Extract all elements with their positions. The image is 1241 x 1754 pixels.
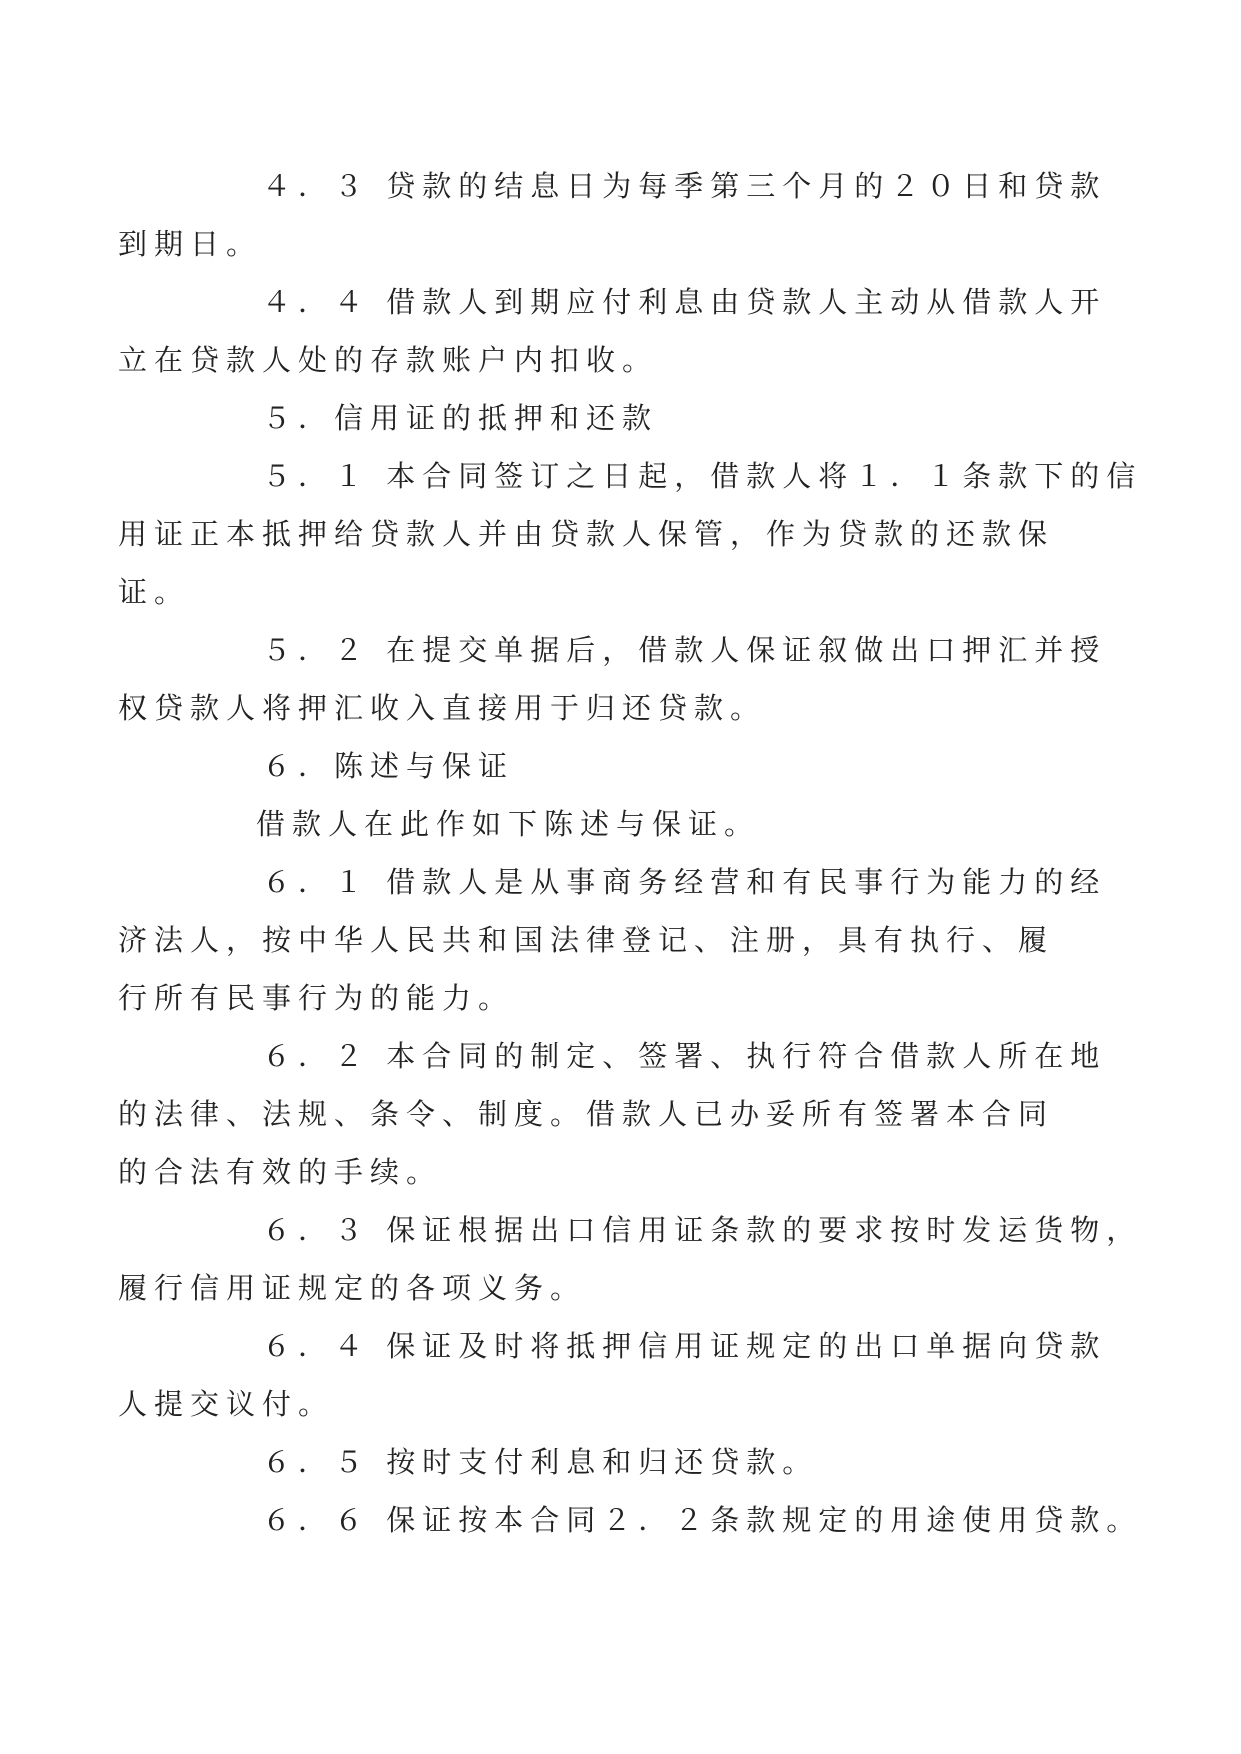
clause-4-4 — [118, 273, 1107, 389]
document-body — [118, 157, 1143, 1549]
text-line: ５．信用证的抵押和还款 — [262, 401, 659, 435]
section-6-intro — [190, 795, 1090, 853]
text-line: 履行信用证规定的各项义务。 — [118, 1271, 587, 1305]
text-line: ６．２ 本合同的制定、签署、执行符合借款人所在地 — [262, 1039, 1107, 1073]
text-line: ６．１ 借款人是从事商务经营和有民事行为能力的经 — [262, 865, 1107, 899]
clause-5-2 — [118, 621, 1107, 737]
clause-6-4 — [118, 1317, 1107, 1433]
text-line: 的合法有效的手续。 — [118, 1155, 443, 1189]
text-line: 人提交议付。 — [118, 1387, 335, 1421]
text-line: ４．３ 贷款的结息日为每季第三个月的２０日和贷款 — [262, 169, 1107, 203]
clause-6-3 — [118, 1201, 1143, 1317]
text-line: 济法人，按中华人民共和国法律登记、注册，具有执行、履 — [118, 923, 1055, 957]
text-line: 证。 — [118, 575, 191, 609]
text-line: 权贷款人将押汇收入直接用于归还贷款。 — [118, 691, 767, 725]
section-5-heading — [190, 389, 1090, 447]
section-6-heading — [190, 737, 1090, 795]
text-line: 行所有民事行为的能力。 — [118, 981, 515, 1015]
clause-6-6 — [190, 1491, 1143, 1549]
text-line: ５．１ 本合同签订之日起，借款人将１．１条款下的信 — [262, 459, 1143, 493]
clause-6-2 — [118, 1027, 1107, 1201]
clause-4-3 — [118, 157, 1107, 273]
text-line: ４．４ 借款人到期应付利息由贷款人主动从借款人开 — [262, 285, 1107, 319]
text-line: ６．４ 保证及时将抵押信用证规定的出口单据向贷款 — [262, 1329, 1107, 1363]
clause-6-1 — [118, 853, 1107, 1027]
text-line: ６．３ 保证根据出口信用证条款的要求按时发运货物， — [262, 1213, 1143, 1247]
text-line: 借款人在此作如下陈述与保证。 — [256, 807, 761, 841]
text-line: 用证正本抵押给贷款人并由贷款人保管，作为贷款的还款保 — [118, 517, 1055, 551]
text-line: ６．陈述与保证 — [262, 749, 515, 783]
clause-5-1 — [118, 447, 1143, 621]
text-line: ６．６ 保证按本合同２．２条款规定的用途使用贷款。 — [262, 1503, 1143, 1537]
text-line: 立在贷款人处的存款账户内扣收。 — [118, 343, 659, 377]
text-line: ６．５ 按时支付利息和归还贷款。 — [262, 1445, 819, 1479]
clause-6-5 — [190, 1433, 1090, 1491]
text-line: 到期日。 — [118, 227, 263, 261]
text-line: ５．２ 在提交单据后，借款人保证叙做出口押汇并授 — [262, 633, 1107, 667]
text-line: 的法律、法规、条令、制度。借款人已办妥所有签署本合同 — [118, 1097, 1055, 1131]
